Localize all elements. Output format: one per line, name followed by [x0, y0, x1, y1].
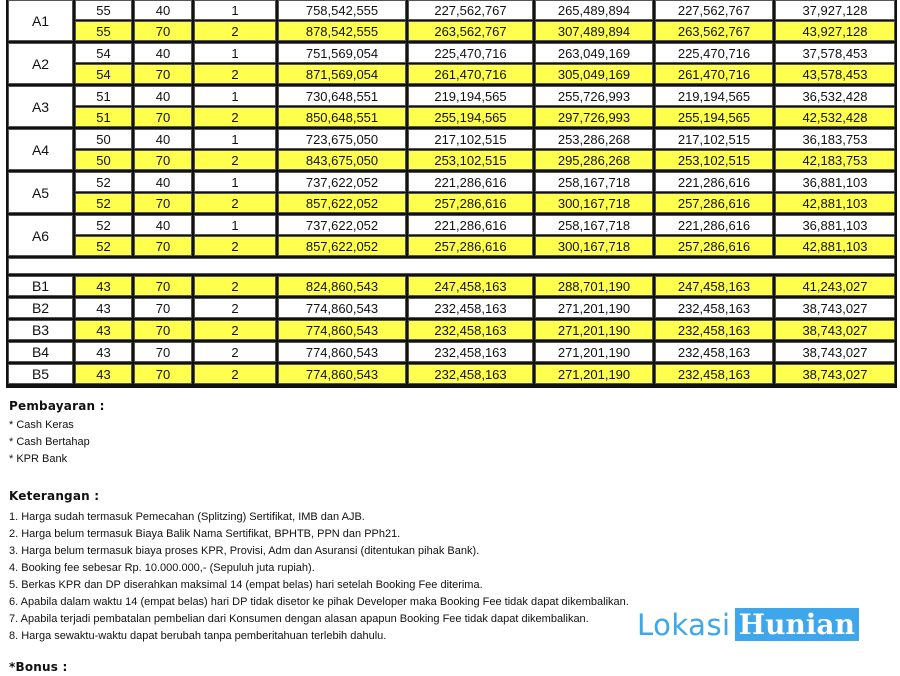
table-cell: 50	[75, 150, 134, 172]
table-cell: 758,542,555	[278, 0, 408, 21]
table-cell: 2	[194, 342, 278, 364]
table-cell: 257,286,616	[655, 193, 775, 215]
table-cell: 774,860,543	[278, 298, 408, 320]
table-row	[8, 107, 895, 129]
table-cell: 40	[134, 43, 194, 64]
table-cell: 36,881,103	[775, 172, 895, 193]
table-cell: 1	[194, 215, 278, 236]
table-row	[8, 236, 895, 258]
table-cell: 232,458,163	[408, 320, 535, 342]
table-cell: 261,470,716	[408, 64, 535, 86]
table-cell: 258,167,718	[535, 215, 655, 236]
table-cell: 297,726,993	[535, 107, 655, 129]
table-cell: 232,458,163	[408, 364, 535, 386]
table-row	[8, 342, 895, 364]
table-cell: 265,489,894	[535, 0, 655, 21]
table-cell: 43	[75, 364, 134, 386]
table-cell: 774,860,543	[278, 320, 408, 342]
table-cell: 2	[194, 276, 278, 298]
table-cell: 36,881,103	[775, 215, 895, 236]
table-cell: 219,194,565	[655, 86, 775, 107]
table-cell: 232,458,163	[655, 320, 775, 342]
table-cell: 42,881,103	[775, 236, 895, 258]
table-cell: 38,743,027	[775, 342, 895, 364]
table-cell: 38,743,027	[775, 298, 895, 320]
note-item: 5. Berkas KPR dan DP diserahkan maksimal 14 (empat belas) hari setelah Booking Fee diterima.	[9, 579, 483, 591]
table-cell: 42,183,753	[775, 150, 895, 172]
table-cell: 221,286,616	[655, 172, 775, 193]
table-cell: 2	[194, 320, 278, 342]
table-cell: 871,569,054	[278, 64, 408, 86]
table-cell: 737,622,052	[278, 215, 408, 236]
table-row	[8, 364, 895, 386]
table-cell: 232,458,163	[655, 298, 775, 320]
table-cell: 1	[194, 129, 278, 150]
notes-title: Keterangan :	[9, 489, 100, 503]
spacer-cell	[8, 258, 895, 276]
table-cell: 843,675,050	[278, 150, 408, 172]
table-cell: 271,201,190	[535, 298, 655, 320]
table-cell: 257,286,616	[408, 236, 535, 258]
table-cell: 219,194,565	[408, 86, 535, 107]
note-item: 6. Apabila dalam waktu 14 (empat belas) hari DP tidak disetor ke pihak Developer maka Booking Fee tidak dapat dikembalikan.	[9, 596, 629, 608]
note-item: 4. Booking fee sebesar Rp. 10.000.000,- (Sepuluh juta rupiah).	[9, 562, 315, 574]
table-cell: 37,927,128	[775, 0, 895, 21]
table-cell: 255,726,993	[535, 86, 655, 107]
table-cell: 257,286,616	[408, 193, 535, 215]
table-cell: 857,622,052	[278, 193, 408, 215]
table-cell: 221,286,616	[408, 172, 535, 193]
table-cell: 55	[75, 0, 134, 21]
table-cell: 305,049,169	[535, 64, 655, 86]
note-item: 2. Harga belum termasuk Biaya Balik Nama Sertifikat, BPHTB, PPN dan PPh21.	[9, 528, 401, 540]
table-cell: 221,286,616	[655, 215, 775, 236]
table-cell: 51	[75, 107, 134, 129]
payment-title: Pembayaran :	[9, 399, 105, 413]
table-cell: 774,860,543	[278, 342, 408, 364]
table-row	[8, 150, 895, 172]
table-cell: 232,458,163	[655, 342, 775, 364]
table-cell: 70	[134, 364, 194, 386]
table-cell: 52	[75, 193, 134, 215]
table-cell: 225,470,716	[655, 43, 775, 64]
table-cell: 217,102,515	[408, 129, 535, 150]
note-item: 3. Harga belum termasuk biaya proses KPR, Provisi, Adm dan Asuransi (ditentukan pihak Bank).	[9, 545, 480, 557]
table-cell: 300,167,718	[535, 236, 655, 258]
table-cell: 2	[194, 298, 278, 320]
table-cell: 70	[134, 342, 194, 364]
table-row	[8, 193, 895, 215]
table-cell: 70	[134, 320, 194, 342]
table-row	[8, 21, 895, 43]
table-cell: 295,286,268	[535, 150, 655, 172]
table-cell: 232,458,163	[655, 364, 775, 386]
table-cell: 300,167,718	[535, 193, 655, 215]
table-cell: 55	[75, 21, 134, 43]
table-cell: 70	[134, 150, 194, 172]
table-cell: 255,194,565	[408, 107, 535, 129]
table-cell: 42,532,428	[775, 107, 895, 129]
table-cell: 2	[194, 64, 278, 86]
notes-section	[9, 488, 629, 645]
table-cell: 70	[134, 276, 194, 298]
table-row	[8, 215, 895, 236]
watermark-text: Lokasi	[637, 607, 731, 642]
table-cell: 263,562,767	[408, 21, 535, 43]
table-cell: 52	[75, 236, 134, 258]
table-cell: 751,569,054	[278, 43, 408, 64]
table-cell: 37,578,453	[775, 43, 895, 64]
table-cell: 271,201,190	[535, 320, 655, 342]
table-cell: 232,458,163	[408, 298, 535, 320]
table-cell: 225,470,716	[408, 43, 535, 64]
table-cell: 52	[75, 215, 134, 236]
table-cell: 857,622,052	[278, 236, 408, 258]
table-cell: 850,648,551	[278, 107, 408, 129]
table-cell: 54	[75, 43, 134, 64]
table-cell: 2	[194, 150, 278, 172]
unit-cell: A6	[8, 215, 75, 258]
table-cell: 43	[75, 298, 134, 320]
table-cell: 43	[75, 342, 134, 364]
table-cell: 263,562,767	[655, 21, 775, 43]
table-cell: 258,167,718	[535, 172, 655, 193]
note-item: 1. Harga sudah termasuk Pemecahan (Splitzing) Sertifikat, IMB dan AJB.	[9, 511, 365, 523]
price-table-body	[8, 0, 895, 386]
table-cell: 54	[75, 64, 134, 86]
table-cell: 247,458,163	[408, 276, 535, 298]
table-spacer-row	[8, 258, 895, 276]
table-cell: 2	[194, 364, 278, 386]
table-row	[8, 276, 895, 298]
table-cell: 51	[75, 86, 134, 107]
unit-cell: B2	[8, 298, 75, 320]
unit-cell: B5	[8, 364, 75, 386]
table-cell: 1	[194, 86, 278, 107]
table-cell: 307,489,894	[535, 21, 655, 43]
table-cell: 41,243,027	[775, 276, 895, 298]
table-cell: 227,562,767	[655, 0, 775, 21]
table-cell: 43	[75, 320, 134, 342]
table-cell: 1	[194, 0, 278, 21]
notes-list	[9, 509, 629, 645]
table-cell: 878,542,555	[278, 21, 408, 43]
table-cell: 36,183,753	[775, 129, 895, 150]
table-cell: 253,102,515	[408, 150, 535, 172]
table-cell: 737,622,052	[278, 172, 408, 193]
table-cell: 43	[75, 276, 134, 298]
note-item: 8. Harga sewaktu-waktu dapat berubah tanpa pemberitahuan terlebih dahulu.	[9, 630, 387, 642]
table-cell: 52	[75, 172, 134, 193]
payment-section	[9, 398, 105, 468]
table-cell: 40	[134, 215, 194, 236]
table-cell: 1	[194, 172, 278, 193]
table-cell: 271,201,190	[535, 342, 655, 364]
unit-cell: A2	[8, 43, 75, 86]
note-item: 7. Apabila terjadi pembatalan pembelian dari Konsumen dengan alasan apapun Booking Fee tidak dapat dikembalikan.	[9, 613, 589, 625]
table-cell: 42,881,103	[775, 193, 895, 215]
table-cell: 38,743,027	[775, 320, 895, 342]
table-cell: 774,860,543	[278, 364, 408, 386]
table-cell: 38,743,027	[775, 364, 895, 386]
table-cell: 247,458,163	[655, 276, 775, 298]
bonus-section	[9, 659, 67, 676]
table-cell: 70	[134, 236, 194, 258]
table-cell: 2	[194, 193, 278, 215]
unit-cell: A1	[8, 0, 75, 43]
table-cell: 36,532,428	[775, 86, 895, 107]
unit-cell: B1	[8, 276, 75, 298]
table-cell: 70	[134, 298, 194, 320]
table-cell: 70	[134, 193, 194, 215]
table-row	[8, 64, 895, 86]
table-cell: 723,675,050	[278, 129, 408, 150]
table-cell: 253,102,515	[655, 150, 775, 172]
watermark-logo	[637, 608, 859, 641]
table-cell: 43,927,128	[775, 21, 895, 43]
table-cell: 257,286,616	[655, 236, 775, 258]
payment-item: * Cash Bertahap	[9, 436, 90, 448]
table-row	[8, 129, 895, 150]
unit-cell: B4	[8, 342, 75, 364]
payment-item: * KPR Bank	[9, 453, 68, 465]
table-cell: 70	[134, 64, 194, 86]
table-cell: 2	[194, 236, 278, 258]
table-cell: 255,194,565	[655, 107, 775, 129]
unit-cell: A4	[8, 129, 75, 172]
table-cell: 271,201,190	[535, 364, 655, 386]
price-table	[6, 0, 897, 388]
table-cell: 232,458,163	[408, 342, 535, 364]
table-row	[8, 320, 895, 342]
table-cell: 40	[134, 172, 194, 193]
bonus-title: *Bonus :	[9, 660, 68, 674]
table-cell: 70	[134, 107, 194, 129]
table-cell: 221,286,616	[408, 215, 535, 236]
table-cell: 288,701,190	[535, 276, 655, 298]
table-cell: 730,648,551	[278, 86, 408, 107]
unit-cell: A3	[8, 86, 75, 129]
table-cell: 253,286,268	[535, 129, 655, 150]
unit-cell: A5	[8, 172, 75, 215]
payment-item: * Cash Keras	[9, 419, 74, 431]
table-cell: 40	[134, 86, 194, 107]
table-row	[8, 172, 895, 193]
table-row	[8, 298, 895, 320]
table-cell: 70	[134, 21, 194, 43]
table-cell: 40	[134, 129, 194, 150]
table-cell: 1	[194, 43, 278, 64]
table-cell: 2	[194, 107, 278, 129]
table-cell: 50	[75, 129, 134, 150]
table-cell: 227,562,767	[408, 0, 535, 21]
table-cell: 40	[134, 0, 194, 21]
table-cell: 43,578,453	[775, 64, 895, 86]
table-cell: 2	[194, 21, 278, 43]
table-cell: 217,102,515	[655, 129, 775, 150]
payment-list	[9, 417, 105, 468]
table-row	[8, 86, 895, 107]
table-cell: 261,470,716	[655, 64, 775, 86]
table-cell: 824,860,543	[278, 276, 408, 298]
table-row	[8, 0, 895, 21]
table-cell: 263,049,169	[535, 43, 655, 64]
table-row	[8, 43, 895, 64]
unit-cell: B3	[8, 320, 75, 342]
watermark-box-text: Hunian	[735, 608, 859, 641]
